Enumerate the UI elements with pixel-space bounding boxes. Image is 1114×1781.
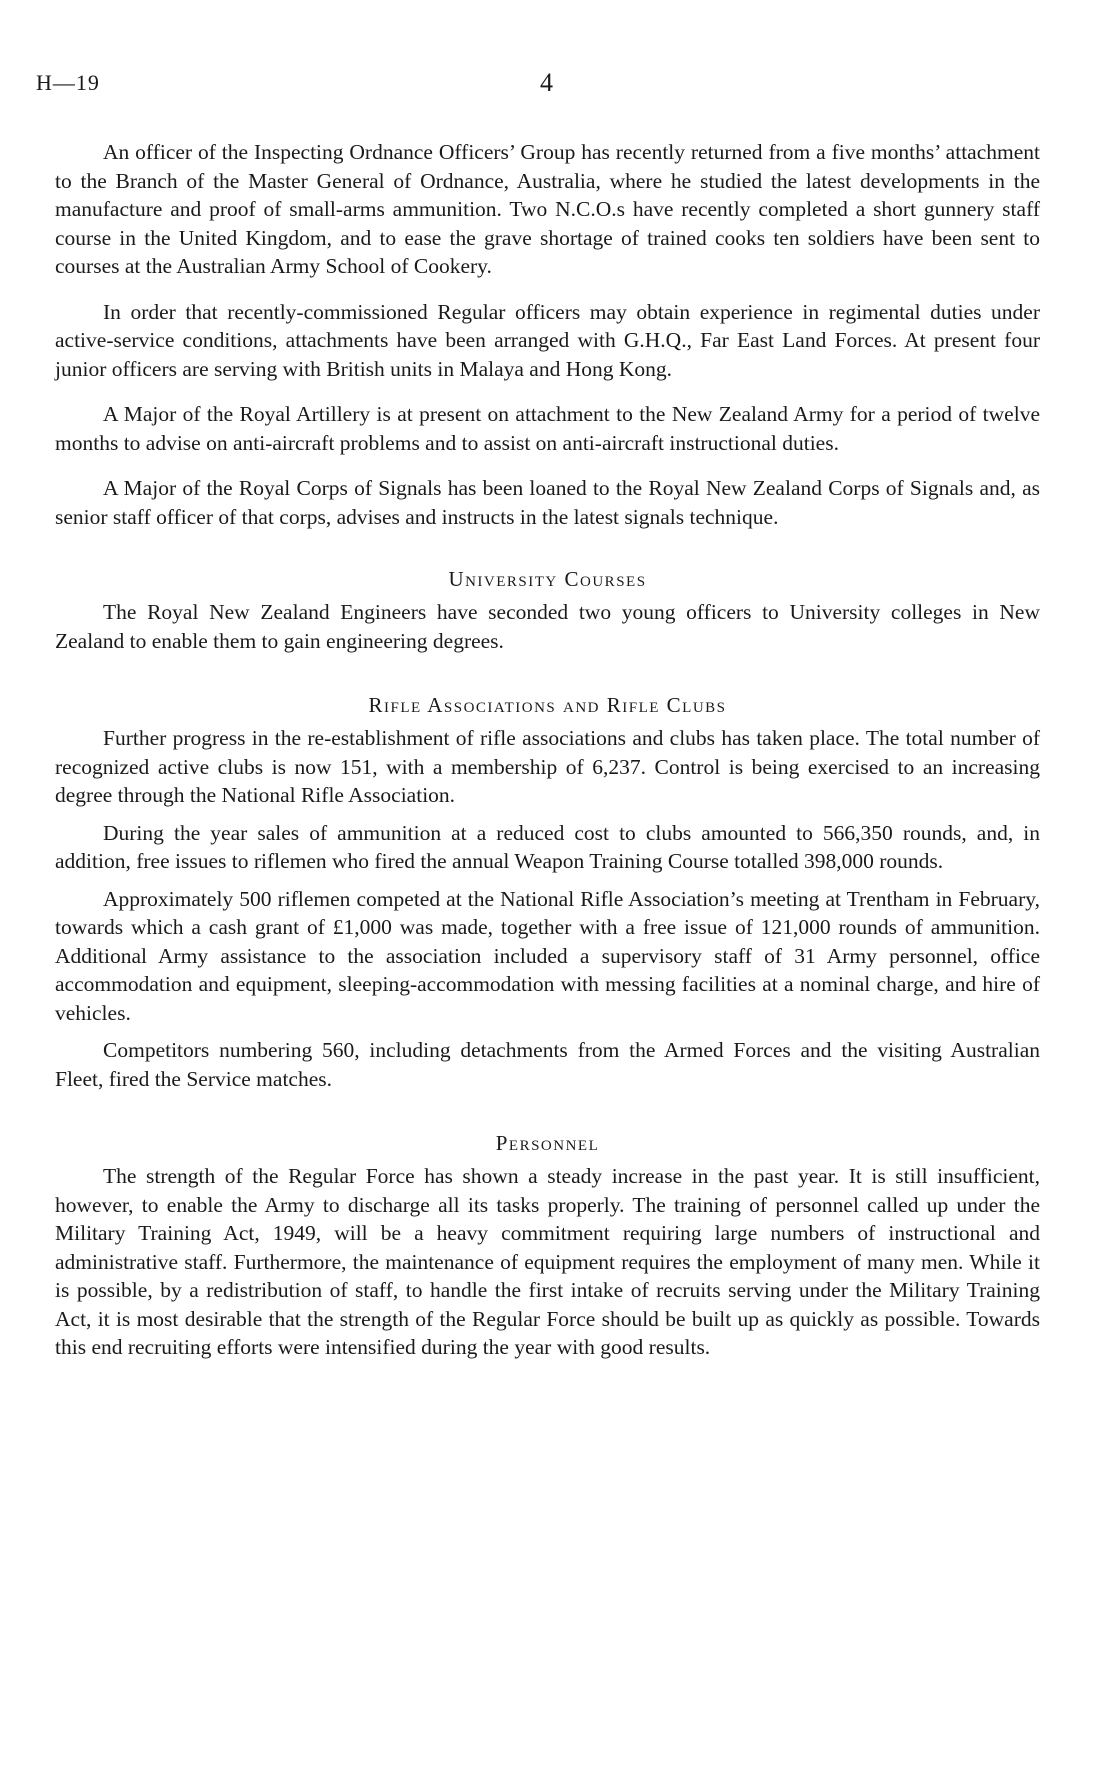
document-body xyxy=(55,138,1040,1379)
page-number: 4 xyxy=(540,68,553,97)
section-heading-university-courses: University Courses xyxy=(448,567,647,591)
paragraph: Approximately 500 riflemen competed at the National Rifle Association’s meeting at Trentham in February, towards which a cash grant of £1,000 was made, together with a free issue of 121,000 rounds of ammunition. Additional Army assistance to the association included a supervisory staff of 31 Army personnel, office accommodation and equipment, sleeping-accommodation with messing facilities at a nominal charge, and hire of vehicles. xyxy=(55,886,1040,1025)
paragraph: Further progress in the re-establishment of rifle associations and clubs has taken place. The total number of recognized active clubs is now 151, with a membership of 6,237. Control is being exercised to an increasing degree through the National Rifle Association. xyxy=(55,726,1040,807)
section-heading-rifle-associations: Rifle Associations and Rifle Clubs xyxy=(368,693,727,717)
document-reference: H—19 xyxy=(36,70,100,95)
paragraph: A Major of the Royal Artillery is at present on attachment to the New Zealand Army for a period of twelve months to advise on anti-aircraft problems and to assist on anti-aircraft instructional duties. xyxy=(55,402,1040,455)
section-heading-personnel: Personnel xyxy=(495,1131,600,1155)
paragraph: The strength of the Regular Force has shown a steady increase in the past year. It is still insufficient, however, to enable the Army to discharge all its tasks properly. The training of personnel called up under the Military Training Act, 1949, will be a heavy commitment requiring large numbers of instructional and administrative staff. Furthermore, the maintenance of equipment requires the employment of many men. While it is possible, by a redistribution of staff, to handle the first intake of recruits serving under the Military Training Act, it is most desirable that the strength of the Regular Force should be built up as quickly as possible. Towards this end recruiting efforts were intensified during the year with good results. xyxy=(55,1164,1040,1359)
paragraph: During the year sales of ammunition at a reduced cost to clubs amounted to 566,350 rounds, and, in addition, free issues to riflemen who fired the annual Weapon Training Course totalled 398,000 rounds. xyxy=(55,820,1040,873)
paragraph: An officer of the Inspecting Ordnance Officers’ Group has recently returned from a five months’ attachment to the Branch of the Master General of Ordnance, Australia, where he studied the latest developments in the manufacture and proof of small-arms ammunition. Two N.C.O.s have recently completed a short gunnery staff course in the United Kingdom, and to ease the grave shortage of trained cooks ten soldiers have been sent to courses at the Australian Army School of Cookery. xyxy=(55,140,1040,278)
paragraph: Competitors numbering 560, including detachments from the Armed Forces and the visiting Australian Fleet, fired the Service matches. xyxy=(55,1038,1040,1091)
paragraph: The Royal New Zealand Engineers have seconded two young officers to University colleges in New Zealand to enable them to gain engineering degrees. xyxy=(55,600,1040,653)
paragraph: In order that recently-commissioned Regular officers may obtain experience in regimental duties under active-service conditions, attachments have been arranged with G.H.Q., Far East Land Forces. At present four junior officers are serving with British units in Malaya and Hong Kong. xyxy=(55,299,1040,381)
paragraph: A Major of the Royal Corps of Signals has been loaned to the Royal New Zealand Corps of Signals and, as senior staff officer of that corps, advises and instructs in the latest signals technique. xyxy=(55,476,1040,529)
